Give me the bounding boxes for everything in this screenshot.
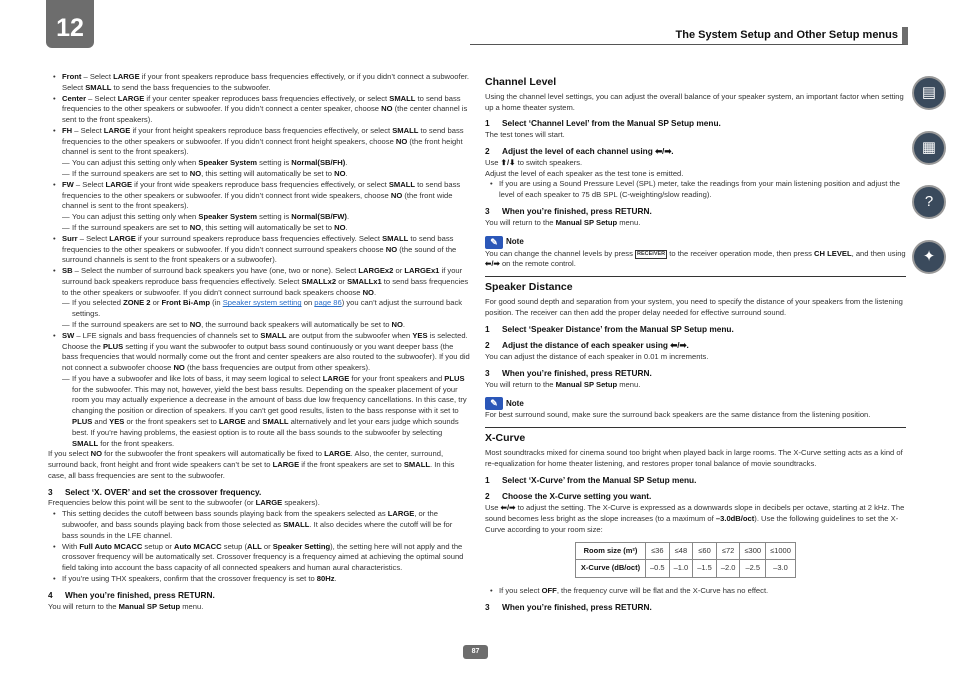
text-segment: to send bass frequencies to the other speakers or subwoofer. If you didn’t connect surround speakers choose [62,233,454,254]
speaker-distance-step-3: 3 When you’re finished, press RETURN. [485,367,652,378]
text-segment: , and then using [851,248,906,258]
channel-level-note-text [485,249,906,271]
bold-term: NO [385,244,398,254]
bold-term: Speaker System [198,158,258,168]
front-wide-note-2 [48,223,470,234]
bold-term: ZONE 2 [123,298,151,308]
text-segment: if your center speaker reproduces bass frequencies effectively, or select [144,93,390,103]
text-segment: If the surround speakers are set to [72,222,190,232]
text-segment: . [402,319,406,329]
text-segment: if your front wide speakers reproduce bass frequencies effectively, or select [132,179,389,189]
surround-back-note-2 [48,320,470,331]
bold-term: SMALLx1 [347,276,382,286]
text-segment: menu. [617,379,641,389]
text-segment: menu. [180,601,204,611]
bold-term: Speaker Setting [272,541,331,551]
text-segment: Use [485,503,501,513]
text-segment: – LFE signals and bass frequencies of channels set to [74,330,261,340]
speaker-distance-step-2: 2 Adjust the distance of each speaker using ⬅/➡. [485,340,689,351]
bold-term: Manual SP Setup [118,601,181,611]
page-header-title: The System Setup and Other Setup menus [470,27,908,45]
text-segment: and [92,417,110,426]
text-segment: to send bass frequencies to the other speakers or subwoofer. If you didn’t connect a center speaker, choose [62,93,461,114]
spl-meter-bullet: • If you are using a Sound Pressure Level (SPL) meter, take the readings from your main listening position and adjust the level of each speaker to 75 dB SPL (C-weighting/slow reading). [485,179,906,201]
text-segment: – Select [81,72,114,81]
bold-term: SMALL [392,125,419,135]
step-4-finish: 4 When you’re finished, press RETURN. [48,589,215,600]
text-segment: – Select [72,125,104,135]
bold-term: NO [362,287,374,297]
text-segment: – Select [86,93,118,103]
switch-speakers-line: Use ⬆/⬇ to switch speakers. [485,157,583,167]
note-pencil-icon: ✎ [485,236,503,249]
text-segment: . [334,573,337,583]
text-segment: With [62,541,80,551]
text-segment: Frequencies below this point will be sent to the subwoofer (or [48,498,256,508]
xcurve-step-2: 2 Choose the X-Curve setting you want. [485,491,652,502]
xcurve-table [575,542,796,578]
text-segment: to send bass frequencies to the other speakers or subwoofer. If you didn’t connect front wide speakers, choose [62,179,461,200]
speaker-distance-step-3-desc [485,380,906,391]
bold-term: Normal(SB/FW) [291,212,347,222]
bold-term: LARGE [387,509,415,519]
text-segment: setting is [257,158,292,168]
front-height-item [48,126,470,158]
table-cell: –1.5 [693,560,717,578]
bold-term: PLUS [102,341,124,351]
bold-term: Front [62,72,82,81]
text-segment: If the surround speakers are set to [72,169,190,179]
xcurve-off-bullet [485,586,906,597]
text-segment: to send bass frequencies to the other speakers or subwoofer. If you didn’t connect front height speakers, choose [62,125,464,146]
front-wide-item [48,180,470,212]
bold-term: PLUS [444,373,465,383]
right-column [485,72,906,613]
table-row [576,542,796,560]
text-segment: setting is [257,212,292,222]
bold-term: LARGE [255,498,283,508]
page-link[interactable]: Speaker system setting [222,298,302,308]
text-segment: This setting decides the cutoff between bass sounds playing back from the speakers selected as [62,509,388,519]
bold-term: SB [62,266,73,276]
question-icon[interactable]: ? [912,185,946,219]
step-3-crossover: 3 Select ‘X. OVER’ and set the crossover frequency. [48,486,262,497]
text-segment: on [301,298,315,308]
speaker-distance-note-text: For best surround sound, make sure the surround back speakers are the same distance from the listening position. [485,410,871,420]
bold-term: Manual SP Setup [555,217,618,227]
text-segment: , or the subwoofer, and bass sounds playing back from those selected as [62,509,438,530]
bold-term: 80Hz [316,573,335,583]
text-segment: (the sound of the surround channels is sent to the front speakers or a subwoofer). [62,244,457,265]
bold-term: Surr [62,233,78,243]
text-segment: If you have a subwoofer and like lots of bass, it may seem logical to select [72,373,323,383]
note-pencil-icon: ✎ [485,397,503,410]
up-down-arrows-icon: ⬆/⬇ [500,157,516,167]
crossover-bullet-1 [48,509,470,541]
text-segment: setup or [142,541,174,551]
bold-term: OFF [541,585,557,595]
bold-term: Manual SP Setup [555,379,618,389]
text-segment: ), the setting here will not apply and the crossover frequency will be automatically set. Crossover frequency is a frequency aimed at achieving the optimal sound field taking into account the bass capacity of all connected speakers and human aural characteristics. [62,541,464,573]
crossover-desc [48,498,470,509]
bold-term: NO [334,169,346,179]
bold-term: SMALL [85,82,112,92]
text-segment: if your surround back speakers reproduce bass frequencies effectively. Select [62,266,463,286]
subwoofer-no-paragraph [48,449,470,481]
channel-level-step-2: 2 Adjust the level of each channel using ⬅/➡. [485,146,674,157]
front-speaker-item [48,72,470,94]
text-segment: or the front speakers set to [124,417,219,426]
bold-term: Center [62,93,87,103]
text-segment: . It also decides where the cutoff will be for bass sounds in the LFE channel. [62,520,453,540]
text-segment: – Select the number of surround back speakers you have (one, two or none). Select [72,266,359,276]
bold-term: Speaker System [198,212,258,222]
text-segment: (the center channel is sent to the front speakers). [62,104,468,125]
step-4-desc [48,602,470,613]
channel-level-step-3: 3 When you’re finished, press RETURN. [485,205,652,216]
text-segment: setup ( [221,541,247,551]
table-cell: ≤60 [693,542,717,560]
subwoofer-note-1 [48,374,470,449]
table-cell: ≤72 [716,542,740,560]
bold-term: PLUS [72,417,93,426]
bold-term: YES [412,330,428,340]
text-segment: or [150,298,162,308]
surround-back-item [48,266,470,298]
channel-level-intro: Using the channel level settings, you can adjust the overall balance of your speaker system, an important factor when setting up a home theater system. [485,91,904,112]
crossover-bullet-3 [48,574,470,585]
bold-term: LARGE [113,72,140,81]
speaker-distance-intro: For good sound depth and separation from your system, you need to specify the distance of your speakers from the listening position. The receiver can then add the proper delay needed for effective surround sound. [485,296,903,317]
text-segment: You will return to the [485,379,556,389]
bold-term: LARGE [218,417,246,426]
text-segment: ) you can’t adjust the surround back settings. [72,298,463,319]
bold-term: NO [390,190,403,200]
table-cell: ≤1000 [766,542,796,560]
speaker-distance-step-2-desc: You can adjust the distance of each speaker in 0.01 m increments. [485,352,709,362]
text-segment: to send the bass frequencies to the subwoofer. [111,82,271,92]
text-segment: . [346,212,350,222]
text-segment: is selected. Choose the [62,330,468,351]
text-segment: or [261,541,273,551]
bold-term: SMALL [388,179,415,189]
bold-term: ⬅/➡ [500,503,516,513]
bold-term: FW [62,179,74,189]
subwoofer-item [48,331,470,374]
adjust-level-desc: Adjust the level of each speaker as the test tone is emitted. [485,168,684,178]
text-segment: ). Use the following guidelines to set the X-Curve according to your room size: [485,514,899,534]
tools-icon[interactable]: ✦ [912,240,946,274]
text-segment: You can adjust this setting only when [72,158,199,168]
bold-term: Front Bi-Amp [161,298,211,308]
bold-term: Full Auto MCACC [79,541,143,551]
text-segment: to adjust the setting. The X-Curve is expressed as a downwards slope in decibels per octave, starting at 2 kHz. The sound becomes less bright as the slope increases (to a maximum of [485,503,905,524]
text-segment: are output from the subwoofer when [286,330,413,340]
bold-term: LARGE [105,179,133,189]
bold-term: SMALL [262,417,289,426]
bold-term: –3.0dB/oct [715,514,755,524]
bold-term: NO [334,222,346,232]
bold-term: NO [90,449,103,459]
text-segment: or [393,266,405,276]
bold-term: ALL [246,541,262,551]
table-cell: –1.0 [669,560,693,578]
xcurve-intro: Most soundtracks mixed for cinema sound too bright when played back in large rooms. The X-Curve setting acts as a kind of re-equalization for home theater listening, and restores proper tonal balance of movie soundtracks. [485,448,903,468]
bold-term: LARGEx2 [358,266,394,276]
center-speaker-item [48,94,470,126]
text-segment: . [345,222,348,232]
table-cell: –0.5 [646,560,670,578]
text-segment: If you select [499,585,542,595]
text-segment: setting if you want the subwoofer to output bass sound continuously or you want deeper bass (the bass frequencies that would normally come out the front and center speakers are also routed to the subwoofer). If you did not connect a subwoofer choose [62,341,470,373]
bold-term: NO [391,319,403,329]
bold-term: NO [189,319,202,329]
text-segment: for your front speakers and [349,373,445,383]
bold-term: LARGEx1 [404,266,440,276]
channel-level-step-1: 1 Select ‘Channel Level’ from the Manual SP Setup menu. [485,118,721,129]
bold-term: NO [189,169,202,179]
bold-term: FH [62,125,73,135]
remote-icon[interactable]: ▦ [912,131,946,165]
bold-term: LARGE [117,93,145,103]
page-number: 87 [463,645,488,659]
text-segment: , the surround back speakers will automatically be set to [201,319,392,329]
text-segment: – Select [77,233,110,243]
text-segment: for the subwoofer. This may not, however, yield the best bass results. Depending on the speaker placement of your room you may actually experience a decrease in the amount of bass due low frequency cancellations. In this case, try changing the position or direction of speakers. If you can’t get good results, listen to the bass response with it set to [72,384,467,416]
bold-term: SMALL [382,233,409,243]
surround-back-note-1 [48,298,470,320]
text-segment: If you selected [72,298,124,308]
speaker-distance-title: Speaker Distance [485,276,906,295]
text-segment: menu. [617,217,641,227]
left-column [48,72,470,612]
text-segment: speakers). [282,498,320,508]
bold-term: SMALL [260,330,287,340]
bold-term: SMALL [389,93,416,103]
crossover-bullet-2 [48,542,470,574]
text-segment: if the front speakers are set to [299,460,404,470]
bold-term: NO [173,363,185,373]
table-cell: –2.0 [716,560,740,578]
table-cell: ≤48 [669,542,693,560]
text-segment: If the surround speakers are set to [72,319,190,329]
text-segment: – Select [73,179,106,189]
text-segment: (in [210,298,223,308]
bold-term: SMALLx2 [301,276,337,286]
surround-item [48,234,470,266]
front-height-note-2 [48,169,470,180]
front-height-note-1 [48,158,470,169]
chapter-number-tab: 12 [46,0,94,48]
text-segment: on the remote control. [499,259,576,269]
table-cell: ≤300 [740,542,766,560]
front-wide-note-1 [48,212,470,223]
text-segment: . [345,158,348,168]
bold-term: NO [395,136,408,146]
channel-level-note-header: ✎ Note [485,236,906,249]
bold-term: LARGE [103,125,131,135]
xcurve-header: X-Curve (dB/oct) [576,560,646,578]
xcurve-title: X-Curve [485,427,906,446]
bold-term: SMALL [283,520,310,530]
text-segment: You can adjust this setting only when [72,212,199,222]
table-row [576,560,796,578]
text-segment: or [336,276,348,286]
bold-term: SMALL [72,438,99,448]
page-link[interactable]: page 86 [314,298,342,308]
bold-term: LARGE [272,460,300,470]
bold-term: NO [381,104,393,114]
text-segment: , the frequency curve will be flat and the X-Curve has no effect. [556,585,769,595]
channel-level-step-3-desc [485,218,906,229]
bold-term: LARGE [324,449,351,459]
bold-term: LARGE [109,233,136,243]
text-segment: . Also, the center, surround, surround back, front height and front wide speakers can’t be set to [48,449,444,470]
text-segment: You can change the channel levels by press [485,248,636,258]
text-segment: (the bass frequencies are output from other speakers). [184,363,371,373]
text-segment: for the front speakers. [98,438,175,448]
room-size-header: Room size (m²) [576,542,646,560]
bold-term: Auto MCACC [173,541,222,551]
text-segment: for the subwoofer the front speakers will automatically be fixed to [102,449,325,459]
table-cell: –2.5 [740,560,766,578]
bold-term: Normal(SB/FH) [291,158,346,168]
speaker-distance-step-1: 1 Select ‘Speaker Distance’ from the Manual SP Setup menu. [485,323,734,334]
channel-level-step-1-desc: The test tones will start. [485,130,565,140]
table-cell: –3.0 [766,560,796,578]
text-segment: and [245,417,263,426]
text-segment: if your front height speakers reproduce bass frequencies effectively, or select [130,125,393,135]
text-segment: If you select [48,449,91,459]
text-segment: If you’re using THX speakers, confirm that the crossover frequency is set to [62,573,317,583]
bold-term: NO [189,222,202,232]
text-segment: , this setting will automatically be set to [201,169,335,179]
text-segment: You will return to the [48,601,119,611]
book-icon[interactable]: ▤ [912,76,946,110]
text-segment: , this setting will automatically be set to [201,222,335,232]
text-segment: alternatively and let your ears judge which sounds best. If you’re having problems, the easiest option is to route all the bass sounds to the subwoofer by selecting [72,417,459,437]
text-segment: (the front height channel is sent to the front speakers). [62,136,463,157]
bold-term: CH LEVEL [814,248,852,258]
text-segment: to send bass frequencies to the other speakers or subwoofer. If you didn’t connect surround back speakers choose [62,276,469,297]
bold-term: LARGE [322,373,350,383]
text-segment: if your front speakers reproduce bass frequencies effectively, or if you didn’t connect a subwoofer. Select [62,72,470,92]
xcurve-step-3: 3 When you’re finished, press RETURN. [485,601,652,612]
channel-level-title: Channel Level [485,76,557,88]
speaker-distance-note-header: ✎ Note [485,397,906,410]
text-segment: to the receiver operation mode, then press [667,248,815,258]
xcurve-step-1: 1 Select ‘X-Curve’ from the Manual SP Setup menu. [485,474,697,485]
xcurve-step-2-desc [485,503,906,535]
bold-term: SMALL [403,460,430,470]
receiver-button-icon: RECEIVER [637,250,666,257]
bold-term: SW [62,330,75,340]
table-cell: ≤36 [646,542,670,560]
text-segment: . [373,287,377,297]
bold-term: ⬅/➡ [485,259,500,269]
text-segment: (the front wide channel is sent to the front speakers). [62,190,453,211]
bold-term: YES [109,417,125,426]
text-segment: if your surround speakers reproduce bass frequencies effectively. Select [135,233,383,243]
text-segment: You will return to the [485,217,556,227]
text-segment: . In this case, all bass frequencies are sent to the subwoofer. [48,460,455,480]
text-segment: . [345,169,348,179]
